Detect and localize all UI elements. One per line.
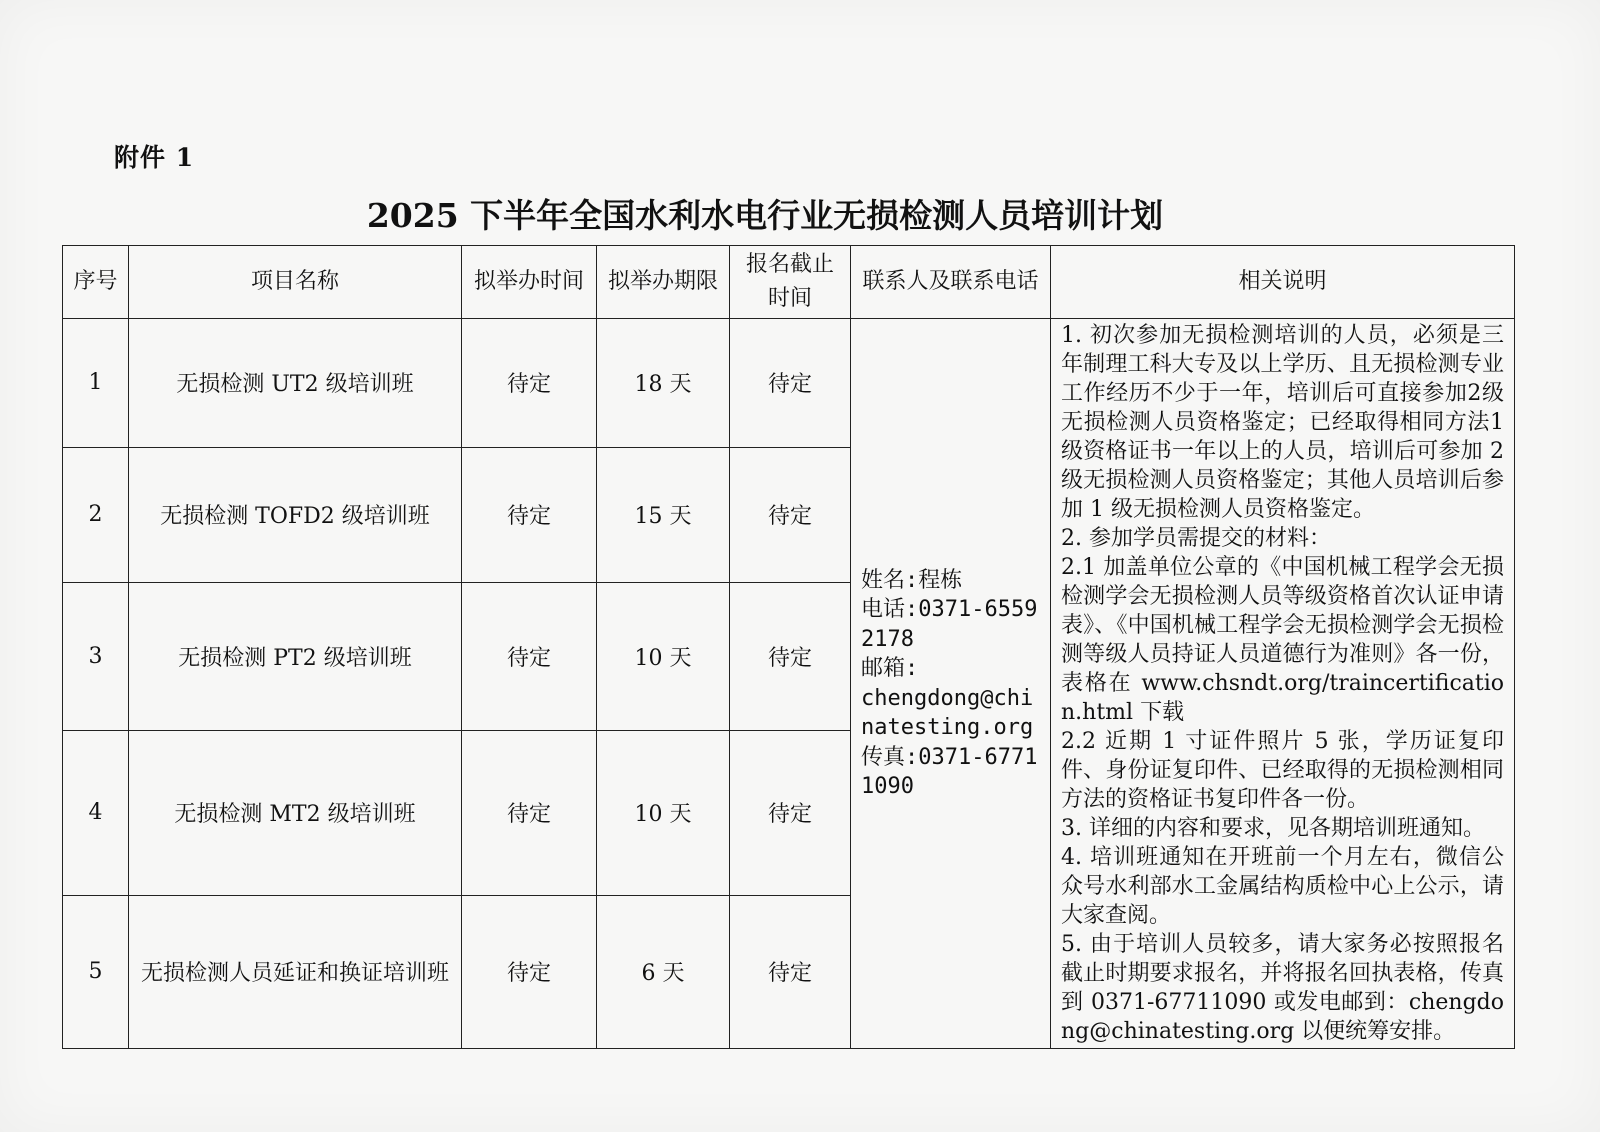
contact-phone: 电话:0371-65592178 <box>861 597 1038 652</box>
cell-time: 待定 <box>462 582 597 730</box>
cell-no: 5 <box>63 895 129 1048</box>
cell-no: 3 <box>63 582 129 730</box>
cell-time: 待定 <box>462 319 597 448</box>
cell-project: 无损检测 MT2 级培训班 <box>129 731 462 895</box>
header-notes: 相关说明 <box>1051 246 1515 319</box>
header-deadline-line2: 时间 <box>767 286 812 311</box>
note-item: 5. 由于培训人员较多，请大家务必按照报名截止时期要求报名，并将报名回执表格，传真到 0371-67711090 或发电邮到：chengdong@chinatesting.org 以便统筹安排。 <box>1061 932 1504 1044</box>
document-title: 2025 下半年全国水利水电行业无损检测人员培训计划 <box>366 196 1164 235</box>
note-item: 1. 初次参加无损检测培训的人员，必须是三年制理工科大专及以上学历、且无损检测专业工作经历不少于一年，培训后可直接参加2级无损检测人员资格鉴定；已经取得相同方法1级资格证书一年以上的人员，培训后可参加 2 级无损检测人员资格鉴定；其他人员培训后参加 1 级无损检测人员资格鉴定。 <box>1061 323 1504 522</box>
cell-project: 无损检测人员延证和换证培训班 <box>129 895 462 1048</box>
cell-time: 待定 <box>462 895 597 1048</box>
cell-duration: 6 天 <box>597 895 730 1048</box>
contact-cell <box>851 319 1051 1049</box>
note-item: 2.1 加盖单位公章的《中国机械工程学会无损检测学会无损检测人员等级资格首次认证申请表》、《中国机械工程学会无损检测学会无损检测等级人员持证人员道德行为准则》各一份，表格在 www.chsndt.org/traincertification.html 下载 <box>1061 555 1504 725</box>
cell-deadline: 待定 <box>730 582 851 730</box>
cell-deadline: 待定 <box>730 895 851 1048</box>
cell-deadline: 待定 <box>730 731 851 895</box>
cell-duration: 10 天 <box>597 731 730 895</box>
table-header-row <box>63 246 1515 319</box>
cell-duration: 10 天 <box>597 582 730 730</box>
cell-time: 待定 <box>462 447 597 582</box>
cell-deadline: 待定 <box>730 447 851 582</box>
contact-name: 姓名:程栋 <box>861 567 963 593</box>
cell-duration: 15 天 <box>597 447 730 582</box>
cell-no: 4 <box>63 731 129 895</box>
header-deadline-line1: 报名截止 <box>745 252 834 277</box>
cell-project: 无损检测 TOFD2 级培训班 <box>129 447 462 582</box>
training-plan-table <box>62 245 1515 1049</box>
cell-no: 1 <box>63 319 129 448</box>
note-item: 3. 详细的内容和要求，见各期培训班通知。 <box>1061 816 1485 841</box>
cell-project: 无损检测 PT2 级培训班 <box>129 582 462 730</box>
cell-duration: 18 天 <box>597 319 730 448</box>
note-item: 2.2 近期 1 寸证件照片 5 张，学历证复印件、身份证复印件、已经取得的无损检测相同方法的资格证书复印件各一份。 <box>1061 729 1504 812</box>
header-no: 序号 <box>63 246 129 319</box>
header-contact: 联系人及联系电话 <box>851 246 1051 319</box>
notes-cell <box>1051 319 1515 1049</box>
contact-email-label: 邮箱: <box>861 656 919 681</box>
contact-fax: 传真:0371-67711090 <box>861 744 1038 799</box>
attachment-label: 附件 1 <box>114 143 195 172</box>
header-time: 拟举办时间 <box>462 246 597 319</box>
note-item: 4. 培训班通知在开班前一个月左右，微信公众号水利部水工金属结构质检中心上公示，请大家查阅。 <box>1061 845 1504 928</box>
table-row <box>63 319 1515 448</box>
cell-no: 2 <box>63 447 129 582</box>
header-duration: 拟举办期限 <box>597 246 730 319</box>
cell-time: 待定 <box>462 731 597 895</box>
header-deadline <box>730 246 851 319</box>
cell-deadline: 待定 <box>730 319 851 448</box>
header-project: 项目名称 <box>129 246 462 319</box>
note-item: 2. 参加学员需提交的材料： <box>1061 526 1331 551</box>
contact-email: chengdong@chinatesting.org <box>861 685 1034 740</box>
cell-project: 无损检测 UT2 级培训班 <box>129 319 462 448</box>
